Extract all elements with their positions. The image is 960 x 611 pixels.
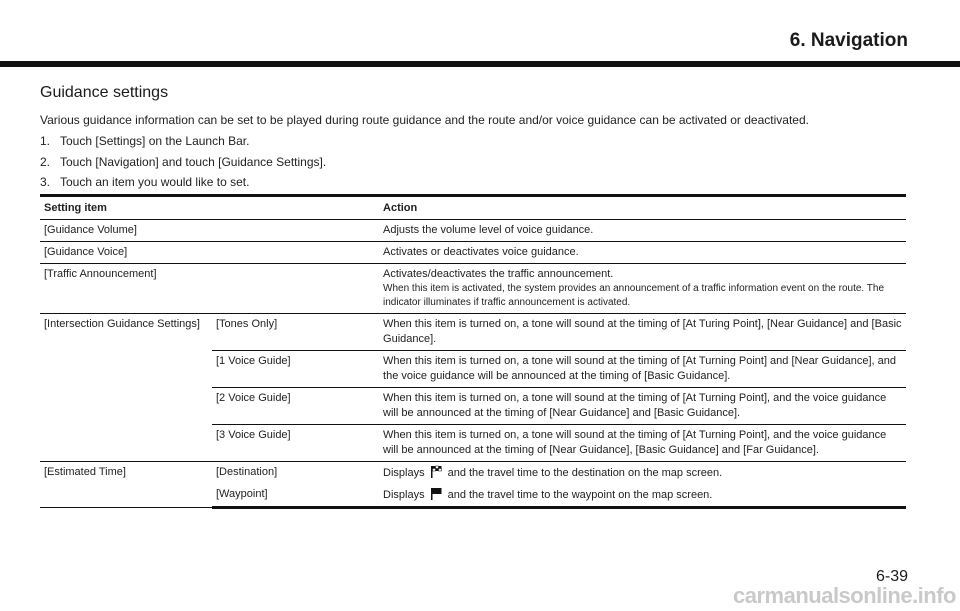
setting-item: [Guidance Voice] (40, 242, 379, 264)
table-header-row (40, 196, 906, 220)
step-2 (40, 155, 326, 169)
setting-action: Adjusts the volume level of voice guidance. (379, 220, 906, 242)
step-text: Touch an item you would like to set. (60, 175, 250, 189)
action-suffix: and the travel time to the waypoint on the map screen. (447, 489, 713, 501)
action-text: Activates/deactivates the traffic announcement. (383, 268, 614, 280)
setting-action: When this item is turned on, a tone will sound at the timing of [At Turning Point], and the voice guidance will be announced at the timing of [Near Guidance], [Basic Guidance] and [Far Guidance]. (379, 425, 906, 462)
step-number: 2. (40, 155, 51, 169)
page-number: 6-39 (875, 568, 908, 585)
step-text: Touch [Navigation] and touch [Guidance Settings]. (60, 155, 327, 169)
table-row (40, 264, 906, 314)
setting-item: [Estimated Time] (40, 462, 212, 508)
setting-action (379, 462, 906, 485)
sub-setting-item: [Destination] (216, 466, 278, 478)
header-action: Action (379, 196, 906, 220)
sub-setting-item: [1 Voice Guide] (212, 351, 379, 388)
setting-action (379, 484, 906, 508)
table-row (40, 462, 906, 485)
step-text: Touch [Settings] on the Launch Bar. (60, 134, 250, 148)
sub-setting-item: [Waypoint] (212, 484, 379, 508)
sub-setting-item: [3 Voice Guide] (212, 425, 379, 462)
setting-item: [Traffic Announcement] (40, 264, 379, 314)
chapter-title: 6. Navigation (789, 30, 908, 51)
checkered-flag-icon (429, 465, 445, 479)
setting-action (379, 264, 906, 314)
sub-setting-item: [2 Voice Guide] (212, 388, 379, 425)
step-3 (40, 175, 249, 189)
sub-setting-item: [Tones Only] (212, 314, 379, 351)
setting-action: When this item is turned on, a tone will sound at the timing of [At Turning Point], and the voice guidance will be announced at the timing of [Near Guidance] and [Basic Guidance]. (379, 388, 906, 425)
setting-item: [Intersection Guidance Settings] (40, 314, 212, 462)
header-rule (0, 61, 960, 67)
watermark-logo: carmanualsonline.info (733, 583, 956, 608)
setting-action: When this item is turned on, a tone will sound at the timing of [At Turing Point], [Near Guidance] and [Basic Guidance]. (379, 314, 906, 351)
action-prefix: Displays (383, 489, 425, 501)
setting-action: When this item is turned on, a tone will sound at the timing of [At Turning Point] and [Near Guidance], and the voice guidance will be announced at the timing of [Basic Guidance]. (379, 351, 906, 388)
action-note: When this item is activated, the system provides an announcement of a traffic information event on the route. The indicator illuminates if traffic announcement is activated. (383, 283, 885, 308)
flag-icon (429, 487, 445, 501)
intro-paragraph: Various guidance information can be set to be played during route guidance and the route and/or voice guidance can be activated or deactivated. (40, 113, 809, 127)
setting-item: [Guidance Volume] (40, 220, 379, 242)
table-row (40, 314, 906, 351)
action-prefix: Displays (383, 467, 425, 479)
table-row (40, 220, 906, 242)
section-heading: Guidance settings (40, 84, 169, 101)
setting-action: Activates or deactivates voice guidance. (379, 242, 906, 264)
action-suffix: and the travel time to the destination on the map screen. (447, 467, 723, 479)
step-number: 3. (40, 175, 51, 189)
step-1 (40, 134, 249, 148)
guidance-settings-table (40, 194, 906, 509)
step-number: 1. (40, 134, 51, 148)
table-row (40, 242, 906, 264)
header-setting-item: Setting item (40, 196, 379, 220)
